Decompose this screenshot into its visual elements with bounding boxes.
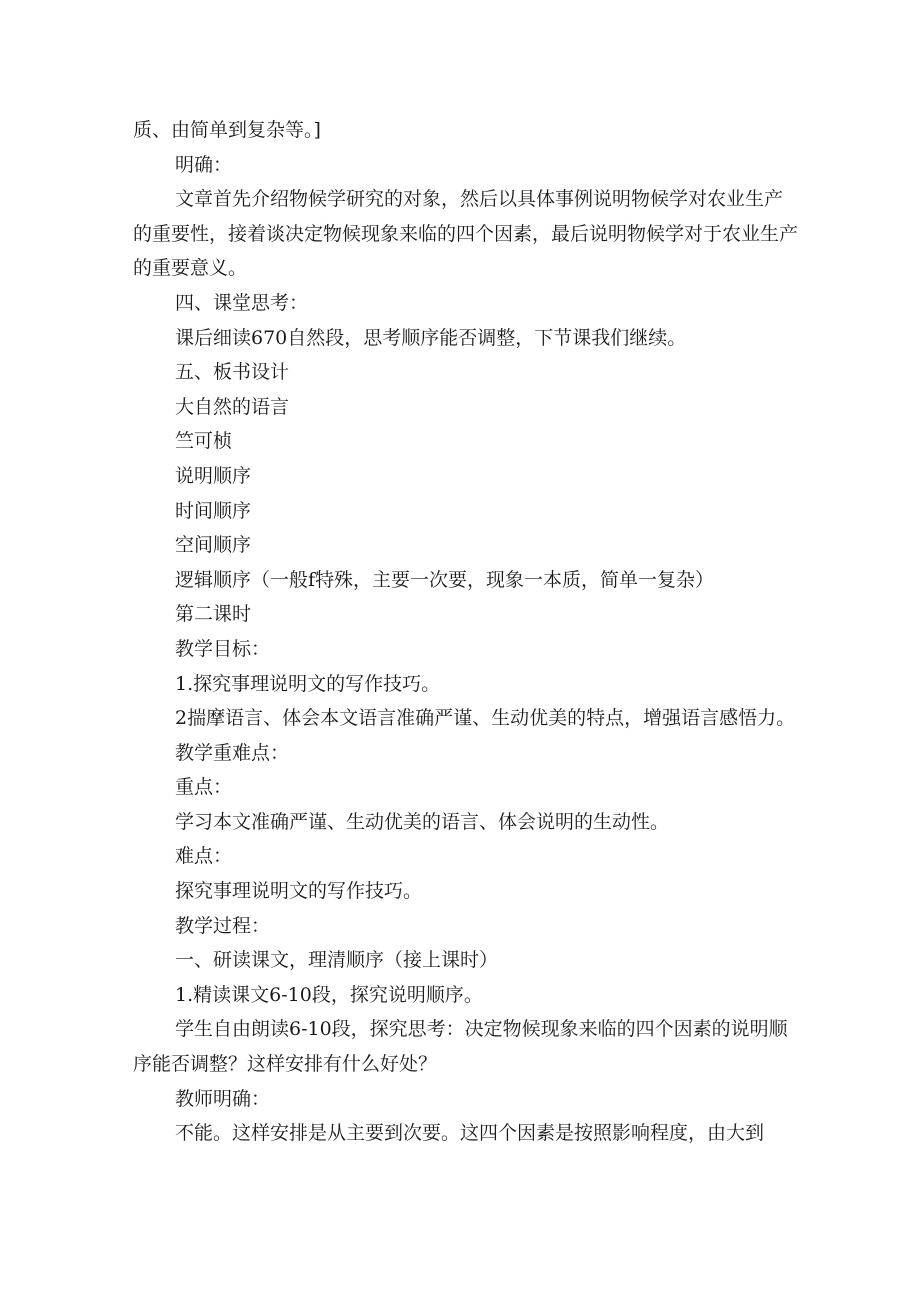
text-line: 逻辑顺序（一般f特殊，主要一次要，现象一本质，简单一复杂）: [175, 568, 715, 591]
section-heading: 一、研读课文，理清顺序（接上课时）: [175, 949, 499, 972]
text-line: 教学目标：: [175, 637, 271, 660]
text-line: 探究事理说明文的写作技巧。: [175, 880, 423, 903]
text-line: 明确：: [175, 153, 233, 176]
text-line: 重点：: [175, 776, 233, 799]
paragraph: 学生自由朗读6-10段，探究思考：决定物候现象来临的四个因素的说明顺序能否调整？这样安排有什么好处？: [133, 1018, 788, 1076]
text-line: 学习本文准确严谨、生动优美的语言、体会说明的生动性。: [175, 810, 670, 833]
text-line: 教学过程：: [175, 914, 271, 937]
text-line: 1.探究事理说明文的写作技巧。: [175, 672, 441, 695]
text-line: 竺可桢: [175, 430, 233, 453]
text-line: 难点：: [175, 845, 233, 868]
paragraph: 2揣摩语言、体会本文语言准确严谨、生动优美的特点，增强语言感悟力。: [175, 707, 796, 730]
text-line: 1.精读课文6-10段，探究说明顺序。: [175, 983, 483, 1006]
text-line: 空间顺序: [175, 534, 252, 557]
text-line: 不能。这样安排是从主要到次要。这四个因素是按照影响程度，由大到: [175, 1122, 765, 1145]
text-line: 说明顺序: [175, 464, 252, 487]
text-line: 教学重难点：: [175, 741, 290, 764]
text-line: 质、由简单到复杂等。]: [133, 119, 321, 141]
text-line: 时间顺序: [175, 499, 252, 522]
section-heading: 五、板书设计: [175, 361, 290, 384]
section-heading: 第二课时: [175, 603, 252, 626]
document-body: [133, 113, 798, 1151]
text-line: 大自然的语言: [175, 395, 290, 418]
section-heading: 四、课堂思考：: [175, 291, 309, 314]
text-line: 课后细读670自然段，思考顺序能否调整，下节课我们继续。: [175, 326, 687, 349]
text-line: 教师明确：: [175, 1087, 271, 1110]
paragraph: 文章首先介绍物候学研究的对象，然后以具体事例说明物候学对农业生产的重要性，接着谈决定物候现象来临的四个因素，最后说明物候学对于农业生产的重要意义。: [133, 188, 799, 280]
